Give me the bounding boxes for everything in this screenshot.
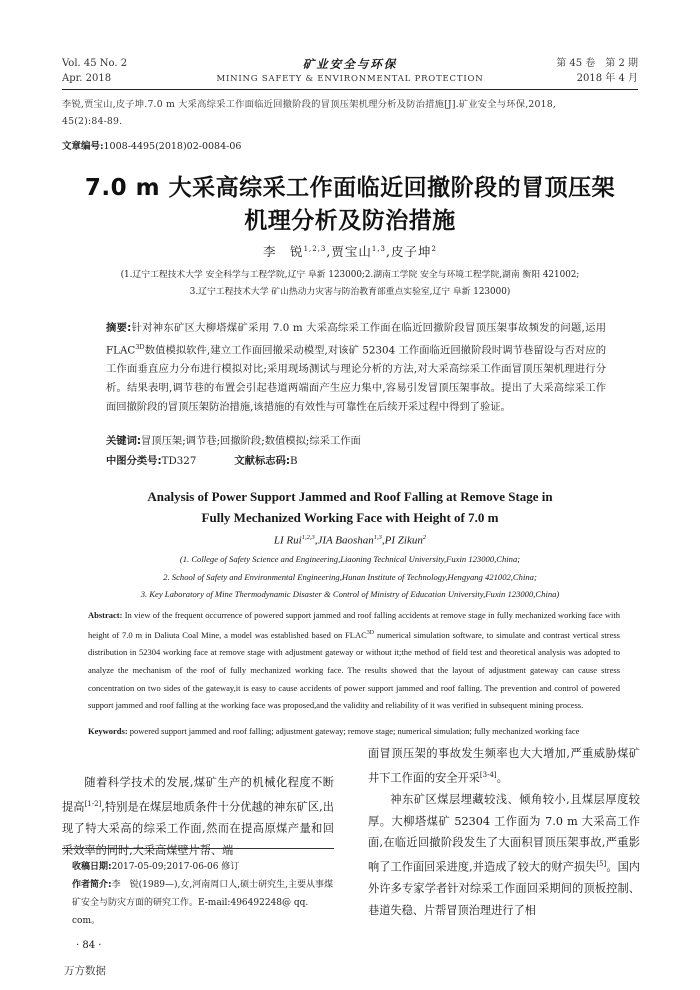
author-1-affil: 1,2,3 xyxy=(303,244,327,253)
article-number xyxy=(62,138,241,152)
affiliation-en-line-3: 3. Key Laboratory of Mine Thermodynamic Disaster & Control of Ministry of Education University,Fuxin 123000,China) xyxy=(140,589,560,599)
abstract-cn-label: 摘要: xyxy=(106,322,132,334)
header-right xyxy=(556,56,638,86)
journal-name-en: MINING SAFETY & ENVIRONMENTAL PROTECTION xyxy=(216,74,484,84)
author-bio-label: 作者简介: xyxy=(72,880,112,890)
author-2-affil: 1,3 xyxy=(371,244,386,253)
header-center xyxy=(200,56,500,84)
abstract-cn xyxy=(106,319,606,416)
author-2-cn: ,贾宝山 xyxy=(326,244,372,259)
date-cn: 2018 年 4 月 xyxy=(576,73,638,84)
affiliation-en-line-1: (1. College of Safety Science and Engineering,Liaoning Technical University,Fuxin 123000,China; xyxy=(179,554,521,564)
author-2-en-affil: 1,3 xyxy=(373,534,382,541)
keywords-en xyxy=(88,723,620,741)
abstract-cn-text-b: 数值模拟软件,建立工作面回撤采动模型,对该矿 52304 工作面临近回撤阶段时调节巷留设与否对应的工作面垂直应力分布进行模拟对比;采用现场测试与理论分析的方法,对大采高综采工作面冒顶压架机理进行分析。结果表明,调节巷的布置会引起巷道两端面产生应力集中,容易引发冒顶压架事故。提出了大采高综采工作面回撤阶段的冒顶压架防治措施,该措施的有效性与可靠性在后续开采过程中得到了验证。 xyxy=(106,344,606,413)
title-cn xyxy=(40,172,660,238)
volume-issue-en: Vol. 45 No. 2 xyxy=(62,58,128,69)
abstract-cn-text-a: 针对神东矿区大柳塔煤矿采用 7.0 m 大采高综采工作面在临近回撤阶段冒顶压架事故频发的问题,运用 FLAC xyxy=(106,322,606,357)
affiliation-cn-line-1: (1.辽宁工程技术大学 安全科学与工程学院,辽宁 阜新 123000;2.湖南工学院 安全与环境工程学院,湖南 衡阳 421002; xyxy=(120,270,580,280)
title-en-line-1: Analysis of Power Support Jammed and Roof Falling at Remove Stage in xyxy=(147,489,553,504)
body-p1-text-b: ,特别是在煤层地质条件十分优越的神东矿区,出现了特大采高的综采工作面,然而在提高原煤产量和回采效率的同时,大采高煤壁片帮、端 xyxy=(62,800,334,857)
author-1-en-affil: 1,2,3 xyxy=(301,534,315,541)
clc-label: 中图分类号: xyxy=(106,455,162,467)
doc-code-value: B xyxy=(290,455,298,467)
affiliation-cn-line-2: 3.辽宁工程技术大学 矿山热动力灾害与防治教育部重点实验室,辽宁 阜新 123000) xyxy=(189,287,511,297)
received-value: 2017-05-09;2017-06-06 修订 xyxy=(111,862,240,872)
header-left xyxy=(62,56,127,86)
abstract-en xyxy=(88,607,620,715)
reference-1-2: [1-2] xyxy=(84,799,102,808)
abstract-en-sup: 3D xyxy=(366,629,375,636)
affiliation-en-line-2: 2. School of Safety and Environmental Engineering,Hunan Institute of Technology,Hengyang 421002,China; xyxy=(163,571,537,582)
title-cn-line-1: 7.0 m 大采高综采工作面临近回撤阶段的冒顶压架 xyxy=(84,175,616,201)
article-number-value: 1008-4495(2018)02-0084-06 xyxy=(103,141,242,152)
author-bio-text: 李 锐(1989—),女,河南周口人,硕士研究生,主要从事煤矿安全与防灾方面的研究工作。E-mail:496492248@ qq. com。 xyxy=(72,880,333,926)
footnote xyxy=(72,858,334,930)
body-p1-text-a: 随着科学技术的发展,煤矿生产的机械化程度不断提高 xyxy=(62,776,334,814)
page-number: · 84 · xyxy=(76,940,102,951)
abstract-cn-sup: 3D xyxy=(135,342,145,351)
authors-en xyxy=(0,534,700,547)
keywords-en-text: powered support jammed and roof falling; adjustment gateway; remove stage; numerical simulation; fully mechanized working face xyxy=(127,726,580,736)
body-p2-text-a: 神东矿区煤层埋藏较浅、倾角较小,且煤层厚度较厚。大柳塔煤矿 52304 工作面为 7.0 m 大采高工作面,在临近回撤阶段发生了大面积冒顶压架事故,严重影响了工作面回采进度,并造成了较大的财产损失 xyxy=(368,792,640,874)
author-3-en-affil: 2 xyxy=(422,534,427,541)
reference-5: [5] xyxy=(596,859,607,868)
author-1-en: LI Rui xyxy=(273,534,302,547)
affiliations-cn xyxy=(40,267,660,301)
author-bio xyxy=(72,876,334,930)
journal-name-cn: 矿业安全与环保 xyxy=(302,57,398,71)
citation-line-1: 李锐,贾宝山,皮子坤.7.0 m 大采高综采工作面临近回撤阶段的冒顶压架机理分析及防治措施[J].矿业安全与环保,2018, xyxy=(62,99,557,110)
watermark-text: 万方数据 xyxy=(64,965,106,977)
abstract-en-text-a: In view of the frequent occurrence of powered support jammed and roof falling accidents at remove stage in fully mechanized working face with height of 7.0 m in Daliuta Coal Mine, a model was established based on FLAC xyxy=(88,610,620,640)
author-3-affil: 2 xyxy=(431,244,437,253)
abstract-en-text-b: numerical simulation software, to simulate and contrast vertical stress distribution in 52304 working face at remove stage with adjustment gateway or without it;the method of field test and theoretical analysis was adopted to analyze the mechanism of the roof of fully mechanized working face. The results showed that the layout of adjustment gateway can cause stress concentration on two sides of the gateway,it is easy to cause accidents of power support jammed and roof falling. The prevention and control of powered support jammed and roof falling at the working face was proposed,and the validity and reliability of it was verified in subsequent mining process. xyxy=(88,629,620,711)
title-en xyxy=(60,486,640,528)
keywords-cn xyxy=(106,432,361,447)
received-date xyxy=(72,858,334,876)
body-p1c-text-b: 。 xyxy=(496,771,508,785)
date-en: Apr. 2018 xyxy=(62,73,112,84)
body-column-right xyxy=(368,743,640,921)
keywords-en-label: Keywords: xyxy=(88,726,128,736)
author-3-en: ,PI Zikun xyxy=(381,534,423,547)
abstract-en-label: Abstract: xyxy=(88,610,123,620)
received-label: 收稿日期: xyxy=(72,862,112,872)
body-p2-text-b: 。国内外许多专家学者针对综采工作面回采期间的顶板控制、巷道失稳、片帮冒顶治理进行了相 xyxy=(368,860,640,917)
body-paragraph-1-cont xyxy=(368,743,640,789)
article-number-label: 文章编号: xyxy=(62,141,104,152)
affiliations-en xyxy=(40,551,660,604)
title-cn-line-2: 机理分析及防治措施 xyxy=(244,208,456,234)
keywords-cn-label: 关键词: xyxy=(106,435,142,447)
author-2-en: ,JIA Baoshan xyxy=(314,534,374,547)
authors-cn xyxy=(0,242,700,260)
clc-value: TD327 xyxy=(161,455,197,467)
citation-line-2: 45(2):84-89. xyxy=(62,116,123,127)
citation xyxy=(62,96,642,130)
author-3-cn: ,皮子坤 xyxy=(386,244,432,259)
body-p1c-text-a: 面冒顶压架的事故发生频率也大大增加,严重威胁煤矿井下工作面的安全开采 xyxy=(368,747,640,785)
author-1-cn: 李 锐 xyxy=(263,244,304,259)
reference-3-4: [3-4] xyxy=(479,770,497,779)
keywords-cn-text: 冒顶压架;调节巷;回撤阶段;数值模拟;综采工作面 xyxy=(141,435,361,447)
title-en-line-2: Fully Mechanized Working Face with Height of 7.0 m xyxy=(201,510,499,525)
header-divider xyxy=(62,89,638,90)
footnote-divider xyxy=(62,848,334,849)
doc-code-label: 文献标志码: xyxy=(234,455,290,467)
body-paragraph-2 xyxy=(368,789,640,921)
volume-issue-cn: 第 45 卷 第 2 期 xyxy=(556,58,638,69)
classification xyxy=(106,452,298,467)
